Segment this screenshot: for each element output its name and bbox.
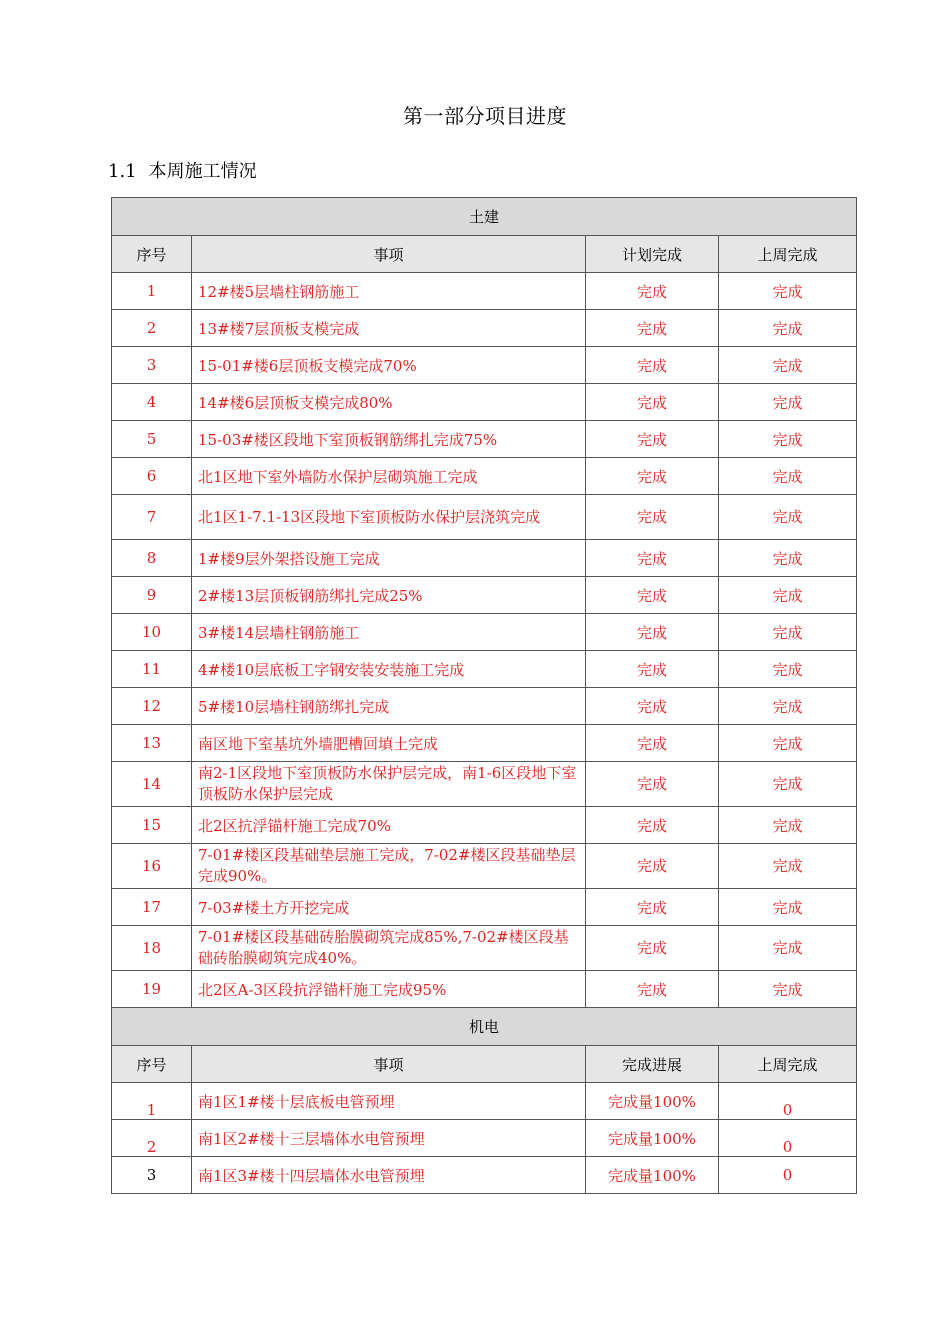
row-number: 7 bbox=[112, 495, 192, 540]
row-plan-status: 完成 bbox=[586, 458, 719, 495]
row-number bbox=[112, 1120, 192, 1157]
row-item: 北2区抗浮锚杆施工完成70% bbox=[192, 807, 586, 844]
row-item: 南1区3#楼十四层墙体水电管预埋 bbox=[192, 1157, 586, 1194]
row-item: 7-03#楼土方开挖完成 bbox=[192, 889, 586, 926]
row-plan-status: 完成 bbox=[586, 889, 719, 926]
column-header: 完成进展 bbox=[586, 1046, 719, 1083]
row-last-week-status: 完成 bbox=[719, 577, 857, 614]
table-row bbox=[112, 844, 857, 889]
row-progress: 完成量100% bbox=[586, 1157, 719, 1194]
row-plan-status: 完成 bbox=[586, 384, 719, 421]
row-number bbox=[112, 1083, 192, 1120]
row-last-week-status: 完成 bbox=[719, 762, 857, 807]
row-number-text: 1 bbox=[146, 1101, 157, 1119]
row-item: 15-03#楼区段地下室顶板钢筋绑扎完成75% bbox=[192, 421, 586, 458]
row-progress: 完成量100% bbox=[586, 1120, 719, 1157]
row-item: 5#楼10层墙柱钢筋绑扎完成 bbox=[192, 688, 586, 725]
row-last-week-status: 完成 bbox=[719, 844, 857, 889]
row-item: 4#楼10层底板工字钢安装安装施工完成 bbox=[192, 651, 586, 688]
row-last-week-status: 完成 bbox=[719, 495, 857, 540]
table-header-row bbox=[112, 1046, 857, 1083]
table-row bbox=[112, 971, 857, 1008]
row-number: 19 bbox=[112, 971, 192, 1008]
row-item: 13#楼7层顶板支模完成 bbox=[192, 310, 586, 347]
row-plan-status: 完成 bbox=[586, 577, 719, 614]
row-plan-status: 完成 bbox=[586, 614, 719, 651]
table-row bbox=[112, 458, 857, 495]
table-row bbox=[112, 273, 857, 310]
row-last-week-status bbox=[719, 1083, 857, 1120]
row-plan-status: 完成 bbox=[586, 273, 719, 310]
table-row bbox=[112, 651, 857, 688]
table-row bbox=[112, 577, 857, 614]
section-heading bbox=[108, 157, 257, 183]
row-last-week-status: 完成 bbox=[719, 384, 857, 421]
row-item: 北1区地下室外墙防水保护层砌筑施工完成 bbox=[192, 458, 586, 495]
row-number: 2 bbox=[112, 310, 192, 347]
row-last-week-status-text: 0 bbox=[782, 1101, 793, 1119]
row-last-week-status: 完成 bbox=[719, 971, 857, 1008]
table-row bbox=[112, 347, 857, 384]
row-number-text: 3 bbox=[146, 1166, 157, 1184]
row-item: 北1区1-7.1-13区段地下室顶板防水保护层浇筑完成 bbox=[192, 495, 586, 540]
row-number: 18 bbox=[112, 926, 192, 971]
row-last-week-status bbox=[719, 1157, 857, 1194]
table-row bbox=[112, 762, 857, 807]
row-plan-status: 完成 bbox=[586, 347, 719, 384]
row-plan-status: 完成 bbox=[586, 310, 719, 347]
table-row bbox=[112, 421, 857, 458]
row-last-week-status: 完成 bbox=[719, 807, 857, 844]
table-row bbox=[112, 926, 857, 971]
row-item: 1#楼9层外架搭设施工完成 bbox=[192, 540, 586, 577]
row-plan-status: 完成 bbox=[586, 688, 719, 725]
column-header: 计划完成 bbox=[586, 236, 719, 273]
progress-table bbox=[111, 197, 857, 1194]
table-row bbox=[112, 889, 857, 926]
table-row bbox=[112, 688, 857, 725]
row-last-week-status-text: 0 bbox=[782, 1138, 793, 1156]
row-number: 15 bbox=[112, 807, 192, 844]
row-last-week-status: 完成 bbox=[719, 614, 857, 651]
row-number: 1 bbox=[112, 273, 192, 310]
row-number: 14 bbox=[112, 762, 192, 807]
row-plan-status: 完成 bbox=[586, 421, 719, 458]
doc-title: 第一部分项目进度 bbox=[403, 104, 567, 128]
table-row bbox=[112, 384, 857, 421]
row-plan-status: 完成 bbox=[586, 926, 719, 971]
row-last-week-status: 完成 bbox=[719, 347, 857, 384]
row-number: 16 bbox=[112, 844, 192, 889]
row-item: 北2区A-3区段抗浮锚杆施工完成95% bbox=[192, 971, 586, 1008]
row-last-week-status: 完成 bbox=[719, 926, 857, 971]
table-row bbox=[112, 1083, 857, 1120]
row-last-week-status: 完成 bbox=[719, 458, 857, 495]
table-row bbox=[112, 1157, 857, 1194]
table-row bbox=[112, 310, 857, 347]
row-item: 2#楼13层顶板钢筋绑扎完成25% bbox=[192, 577, 586, 614]
row-plan-status: 完成 bbox=[586, 651, 719, 688]
group-mep-label: 机电 bbox=[112, 1008, 857, 1046]
column-header: 序号 bbox=[112, 1046, 192, 1083]
row-number: 13 bbox=[112, 725, 192, 762]
section-label: 本周施工情况 bbox=[148, 161, 257, 182]
row-item: 7-01#楼区段基础砖胎膜砌筑完成85%,7-02#楼区段基础砖胎膜砌筑完成40%。 bbox=[192, 926, 586, 971]
row-number: 12 bbox=[112, 688, 192, 725]
row-last-week-status bbox=[719, 1120, 857, 1157]
row-last-week-status-text: 0 bbox=[782, 1166, 793, 1184]
column-header: 事项 bbox=[192, 1046, 586, 1083]
row-plan-status: 完成 bbox=[586, 971, 719, 1008]
row-last-week-status: 完成 bbox=[719, 725, 857, 762]
column-header: 上周完成 bbox=[719, 1046, 857, 1083]
group-civil bbox=[112, 198, 857, 236]
row-plan-status: 完成 bbox=[586, 807, 719, 844]
row-number: 11 bbox=[112, 651, 192, 688]
row-item: 南2-1区段地下室顶板防水保护层完成，南1-6区段地下室顶板防水保护层完成 bbox=[192, 762, 586, 807]
row-plan-status: 完成 bbox=[586, 540, 719, 577]
row-item: 15-01#楼6层顶板支模完成70% bbox=[192, 347, 586, 384]
group-civil-label: 土建 bbox=[112, 198, 857, 236]
row-last-week-status: 完成 bbox=[719, 889, 857, 926]
row-number: 9 bbox=[112, 577, 192, 614]
row-plan-status: 完成 bbox=[586, 725, 719, 762]
row-number: 8 bbox=[112, 540, 192, 577]
row-number: 6 bbox=[112, 458, 192, 495]
section-number: 1.1 bbox=[108, 161, 137, 182]
row-item: 南1区1#楼十层底板电管预埋 bbox=[192, 1083, 586, 1120]
row-progress: 完成量100% bbox=[586, 1083, 719, 1120]
row-number: 5 bbox=[112, 421, 192, 458]
row-item: 南区地下室基坑外墙肥槽回填土完成 bbox=[192, 725, 586, 762]
row-number: 4 bbox=[112, 384, 192, 421]
row-item: 3#楼14层墙柱钢筋施工 bbox=[192, 614, 586, 651]
table-row bbox=[112, 540, 857, 577]
column-header: 序号 bbox=[112, 236, 192, 273]
group-mep bbox=[112, 1008, 857, 1046]
table-header-row bbox=[112, 236, 857, 273]
row-item: 7-01#楼区段基础垫层施工完成，7-02#楼区段基础垫层完成90%。 bbox=[192, 844, 586, 889]
row-item: 南1区2#楼十三层墙体水电管预埋 bbox=[192, 1120, 586, 1157]
row-number: 3 bbox=[112, 347, 192, 384]
row-number bbox=[112, 1157, 192, 1194]
row-last-week-status: 完成 bbox=[719, 688, 857, 725]
table-row bbox=[112, 495, 857, 540]
row-plan-status: 完成 bbox=[586, 495, 719, 540]
row-last-week-status: 完成 bbox=[719, 273, 857, 310]
column-header: 上周完成 bbox=[719, 236, 857, 273]
row-number-text: 2 bbox=[146, 1138, 157, 1156]
table-row bbox=[112, 725, 857, 762]
row-item: 12#楼5层墙柱钢筋施工 bbox=[192, 273, 586, 310]
table-row bbox=[112, 807, 857, 844]
row-number: 17 bbox=[112, 889, 192, 926]
table-row bbox=[112, 614, 857, 651]
row-plan-status: 完成 bbox=[586, 844, 719, 889]
row-last-week-status: 完成 bbox=[719, 540, 857, 577]
row-number: 10 bbox=[112, 614, 192, 651]
row-item: 14#楼6层顶板支模完成80% bbox=[192, 384, 586, 421]
table-row bbox=[112, 1120, 857, 1157]
row-last-week-status: 完成 bbox=[719, 421, 857, 458]
row-plan-status: 完成 bbox=[586, 762, 719, 807]
row-last-week-status: 完成 bbox=[719, 310, 857, 347]
row-last-week-status: 完成 bbox=[719, 651, 857, 688]
column-header: 事项 bbox=[192, 236, 586, 273]
